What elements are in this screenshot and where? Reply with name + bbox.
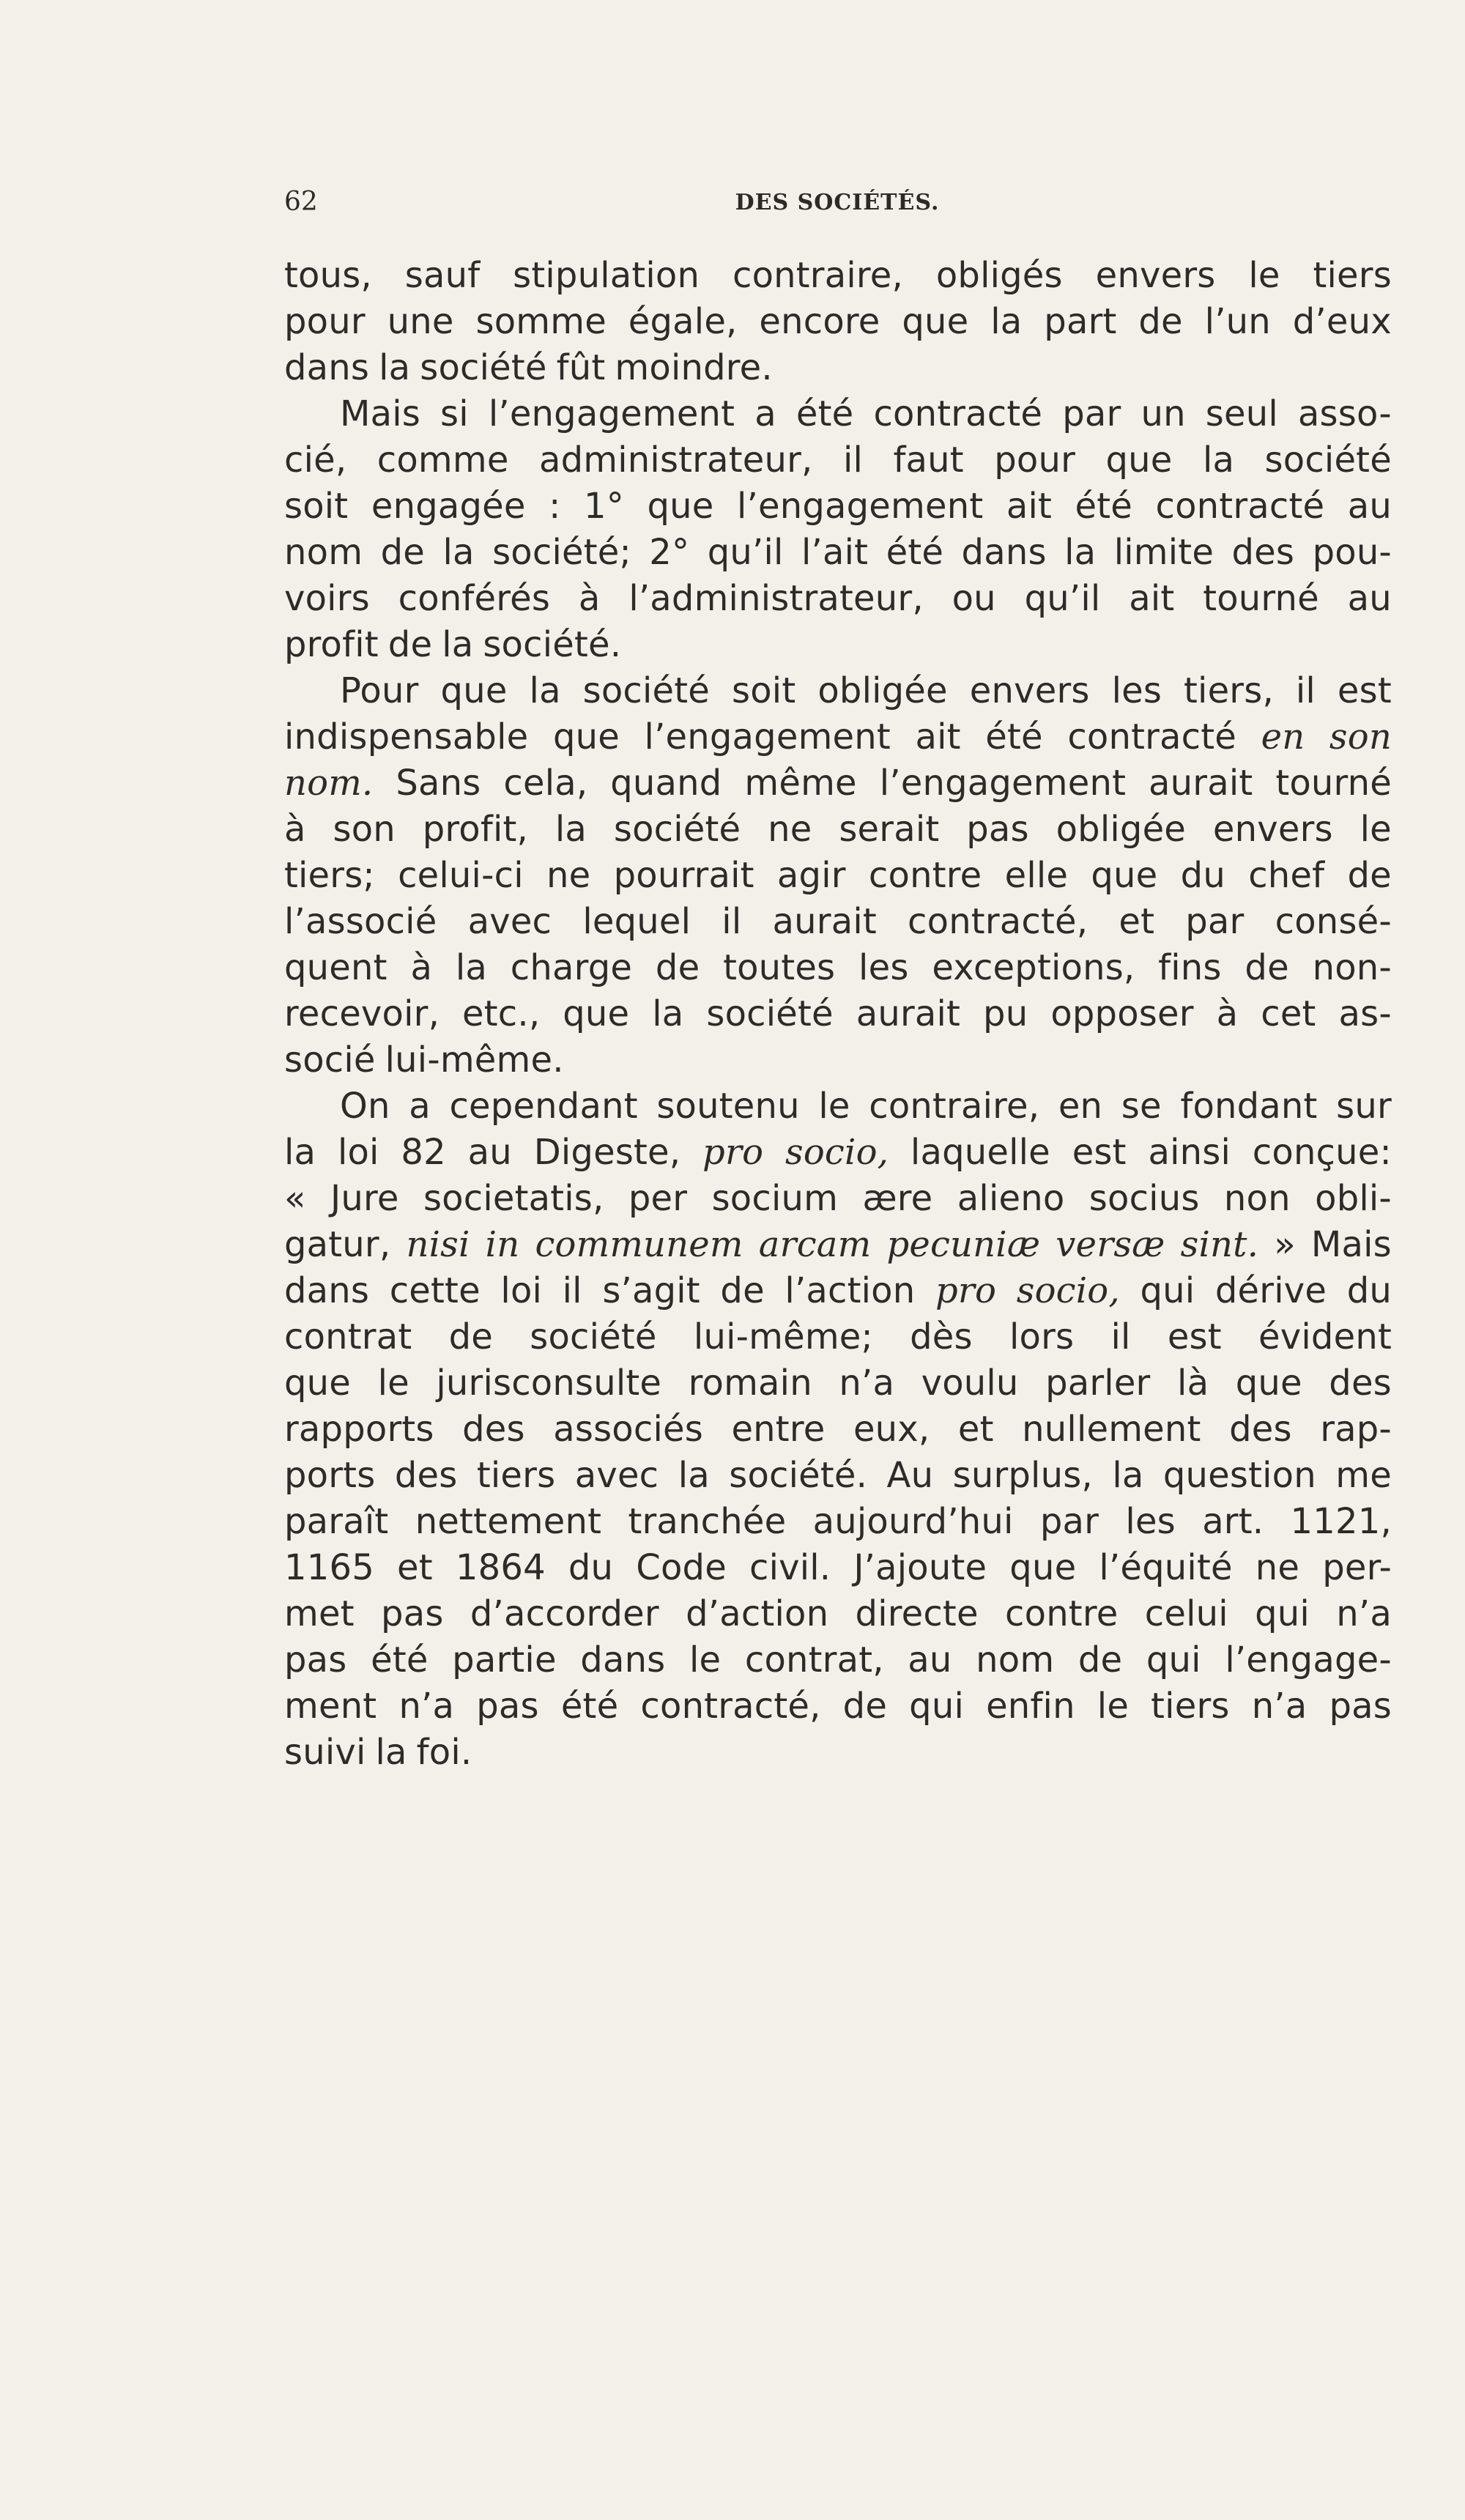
text-line: soit engagée : 1° que l’engagement ait été contracté au <box>284 486 1392 527</box>
text-line: gatur, nisi in communem arcam pecuniæ versæ sint. » Mais <box>284 1224 1392 1265</box>
text-line: pour une somme égale, encore que la part de l’un d’eux <box>284 301 1392 342</box>
text-line: 1165 et 1864 du Code civil. J’ajoute que l’équité ne per- <box>284 1547 1392 1588</box>
page-header <box>284 187 1390 231</box>
text-line: Mais si l’engagement a été contracté par un seul asso- <box>340 393 1392 434</box>
text-line: ports des tiers avec la société. Au surplus, la question me <box>284 1455 1392 1496</box>
text-line: tous, sauf stipulation contraire, obligés envers le tiers <box>284 255 1392 296</box>
text-line: met pas d’accorder d’action directe contre celui qui n’a <box>284 1593 1392 1634</box>
text-line: paraît nettement tranchée aujourd’hui par les art. 1121, <box>284 1501 1392 1542</box>
text-line: tiers; celui-ci ne pourrait agir contre elle que du chef de <box>284 855 1392 896</box>
text-line: recevoir, etc., que la société aurait pu opposer à cet as- <box>284 993 1392 1034</box>
text-line: dans cette loi il s’agit de l’action pro socio, qui dérive du <box>284 1270 1392 1311</box>
text-line: l’associé avec lequel il aurait contracté, et par consé- <box>284 901 1392 942</box>
text-line: à son profit, la société ne serait pas obligée envers le <box>284 809 1392 850</box>
text-line: ment n’a pas été contracté, de qui enfin le tiers n’a pas <box>284 1686 1392 1727</box>
text-line: pas été partie dans le contrat, au nom de qui l’engage- <box>284 1639 1392 1680</box>
text-line: nom de la société; 2° qu’il l’ait été dans la limite des pou- <box>284 532 1392 573</box>
running-title: DES SOCIÉTÉS. <box>735 190 940 215</box>
body-text <box>284 253 1392 1776</box>
text-line: Pour que la société soit obligée envers les tiers, il est <box>340 670 1392 711</box>
text-line: socié lui-même. <box>284 1040 564 1081</box>
text-line: cié, comme administrateur, il faut pour que la société <box>284 440 1392 481</box>
text-line: « Jure societatis, per socium ære alieno socius non obli- <box>284 1178 1392 1219</box>
text-line: quent à la charge de toutes les exceptions, fins de non- <box>284 947 1392 988</box>
text-line: nom. Sans cela, quand même l’engagement aurait tourné <box>284 763 1392 804</box>
text-line: voirs conférés à l’administrateur, ou qu’il ait tourné au <box>284 578 1392 619</box>
text-line: la loi 82 au Digeste, pro socio, laquelle est ainsi conçue: <box>284 1132 1392 1173</box>
text-line: On a cependant soutenu le contraire, en se fondant sur <box>340 1086 1392 1127</box>
page-number: 62 <box>284 187 318 217</box>
text-line: contrat de société lui-même; dès lors il est évident <box>284 1316 1392 1357</box>
text-line: rapports des associés entre eux, et nullement des rap- <box>284 1409 1392 1450</box>
text-line: que le jurisconsulte romain n’a voulu parler là que des <box>284 1363 1392 1404</box>
text-line: dans la société fût moindre. <box>284 347 773 388</box>
text-line: suivi la foi. <box>284 1732 472 1773</box>
text-line: profit de la société. <box>284 624 622 665</box>
text-line: indispensable que l’engagement ait été contracté en son <box>284 716 1392 757</box>
